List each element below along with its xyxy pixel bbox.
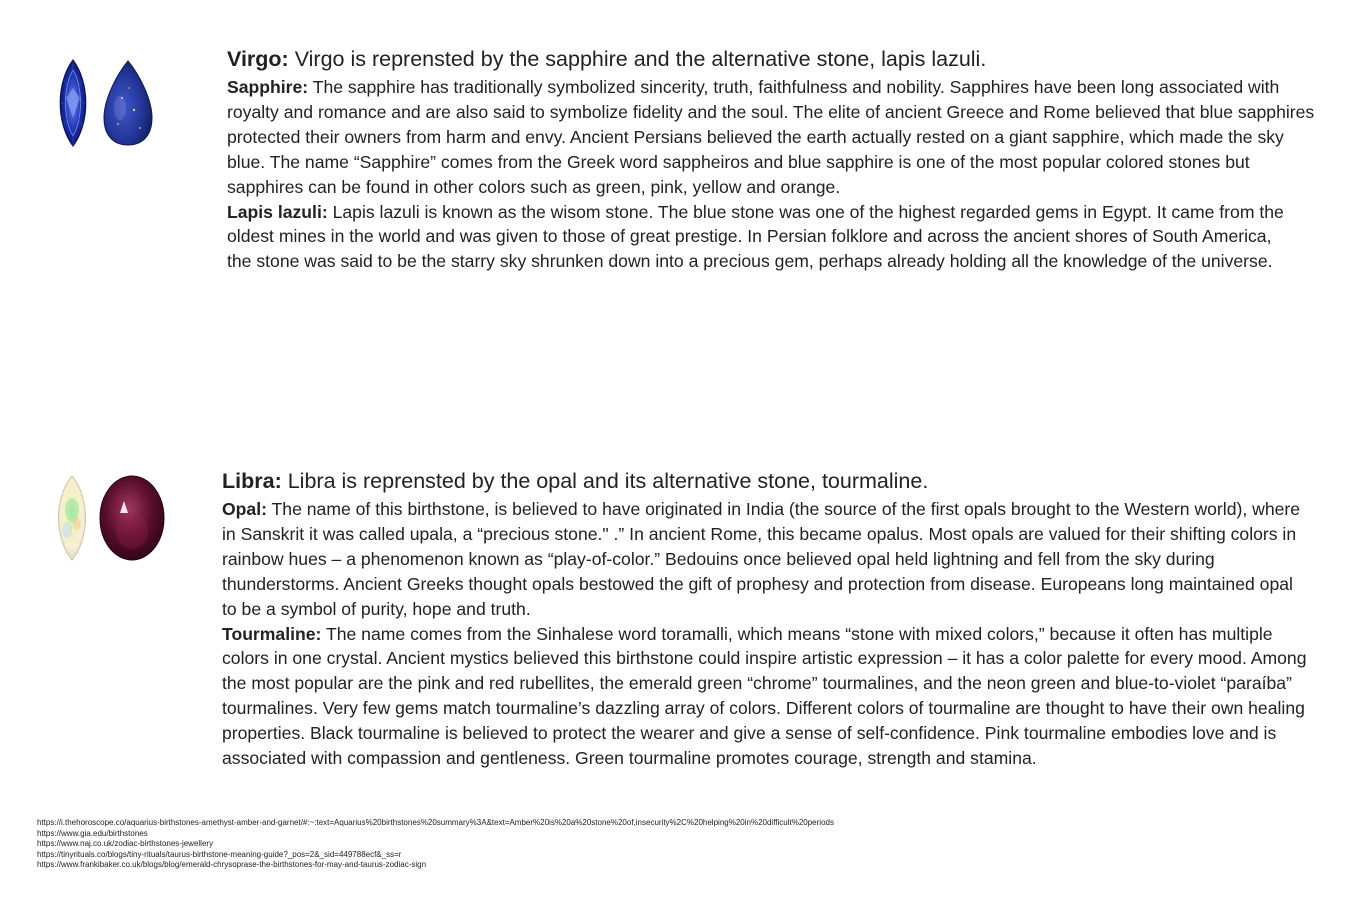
sign-label: Libra: (222, 469, 282, 493)
opal-paragraph (222, 497, 1307, 622)
sign-intro: Virgo is reprensted by the sapphire and the alternative stone, lapis lazuli. (294, 47, 987, 71)
stone-text: The name comes from the Sinhalese word toramalli, which means “stone with mixed colors,” because it often has multiple colors in one crystal. Ancient mystics believed this birthstone could inspire artistic expression – it has a color palette for every mood. Among the most popular are the pink and red rubellites, the emerald green “chrome” tourmalines, and the neon green and blue-to-violet “paraíba” tourmalines. Very few gems match tourmaline’s dazzling array of colors. Different colors of tourmaline are thought to have their own healing properties. Black tourmaline is believed to protect the wearer and give a sense of self-confidence. Pink tourmaline embodies love and is associated with compassion and gentleness. Green tourmaline promotes courage, strength and stamina. (222, 623, 1307, 769)
libra-heading (222, 467, 1307, 495)
stone-text: The sapphire has traditionally symbolized sincerity, truth, faithfulness and nobility. Sapphires have been long associated with royalty and romance and are also said to symbolize fidelity and the soul. The elite of ancient Greece and Rome believed that blue sapphires protected their owners from harm and envy. Ancient Persians believed the earth actually rested on a giant sapphire, which made the sky blue. The name “Sapphire” comes from the Greek word sappheiros and blue sapphire is one of the most popular colored stones but sapphires can be found in other colors such as green, pink, yellow and orange. (227, 77, 1315, 197)
stone-label: Sapphire: (227, 77, 309, 97)
tourmaline-oval-icon (98, 473, 166, 563)
libra-section (222, 467, 1307, 771)
sign-label: Virgo: (227, 47, 289, 71)
virgo-section (227, 45, 1317, 274)
references-list (37, 818, 834, 871)
sapphire-marquise-icon (50, 58, 96, 148)
tourmaline-paragraph (222, 622, 1307, 771)
reference-link[interactable]: https://www.naj.co.uk/zodiac-birthstones-jewellery (37, 839, 214, 849)
lapis-paragraph (227, 200, 1287, 275)
reference-link[interactable]: https://i.thehoroscope.co/aquarius-birthstones-amethyst-amber-and-garnet/#:~:text=Aquarius%20birthstones%20summary%3A&text=Amber%20is%20a%20stone%20of,insecurity%2C%20helping%20in%20difficult%20periods (37, 818, 834, 827)
stone-text: Lapis lazuli is known as the wisom stone. The blue stone was one of the highest regarded gems in Egypt. It came from the oldest mines in the world and was given to those of great prestige. In Persian folklore and across the ancient shores of South America, the stone was said to be the starry sky shrunken down into a precious gem, perhaps already holding all the knowledge of the universe. (227, 201, 1284, 272)
stone-label: Tourmaline: (222, 623, 322, 644)
lapis-pear-icon (100, 58, 156, 148)
sign-intro: Libra is reprensted by the opal and its alternative stone, tourmaline. (287, 469, 929, 493)
stone-label: Opal: (222, 499, 267, 519)
reference-link[interactable]: https://tinyrituals.co/blogs/tiny-rituals/taurus-birthstone-meaning-guide?_pos=2&_sid=449788ecf&_ss=r (37, 849, 402, 859)
stone-label: Lapis lazuli: (227, 201, 328, 222)
stone-text: The name of this birthstone, is believed to have originated in India (the source of the first opals brought to the Western world), where in Sanskrit it was called upala, a “precious stone." .” In ancient Rome, this became opalus. Most opals are valued for their shifting colors in rainbow hues – a phenomenon known as “play-of-color.” Bedouins once believed opal held lightning and fell from the sky during thunderstorms. Ancient Greeks thought opals bestowed the gift of prophesy and protection from disease. Europeans long maintained opal to be a symbol of purity, hope and truth. (222, 499, 1301, 619)
opal-marquise-icon (48, 474, 96, 562)
reference-link[interactable]: https://www.frankibaker.co.uk/blogs/blog/emerald-chrysoprase-the-birthstones-for-may-and-taurus-zodiac-sign (37, 860, 427, 870)
virgo-heading (227, 45, 1317, 73)
reference-link[interactable]: https://www.gia.edu/birthstones (37, 828, 148, 838)
sapphire-paragraph (227, 75, 1317, 200)
